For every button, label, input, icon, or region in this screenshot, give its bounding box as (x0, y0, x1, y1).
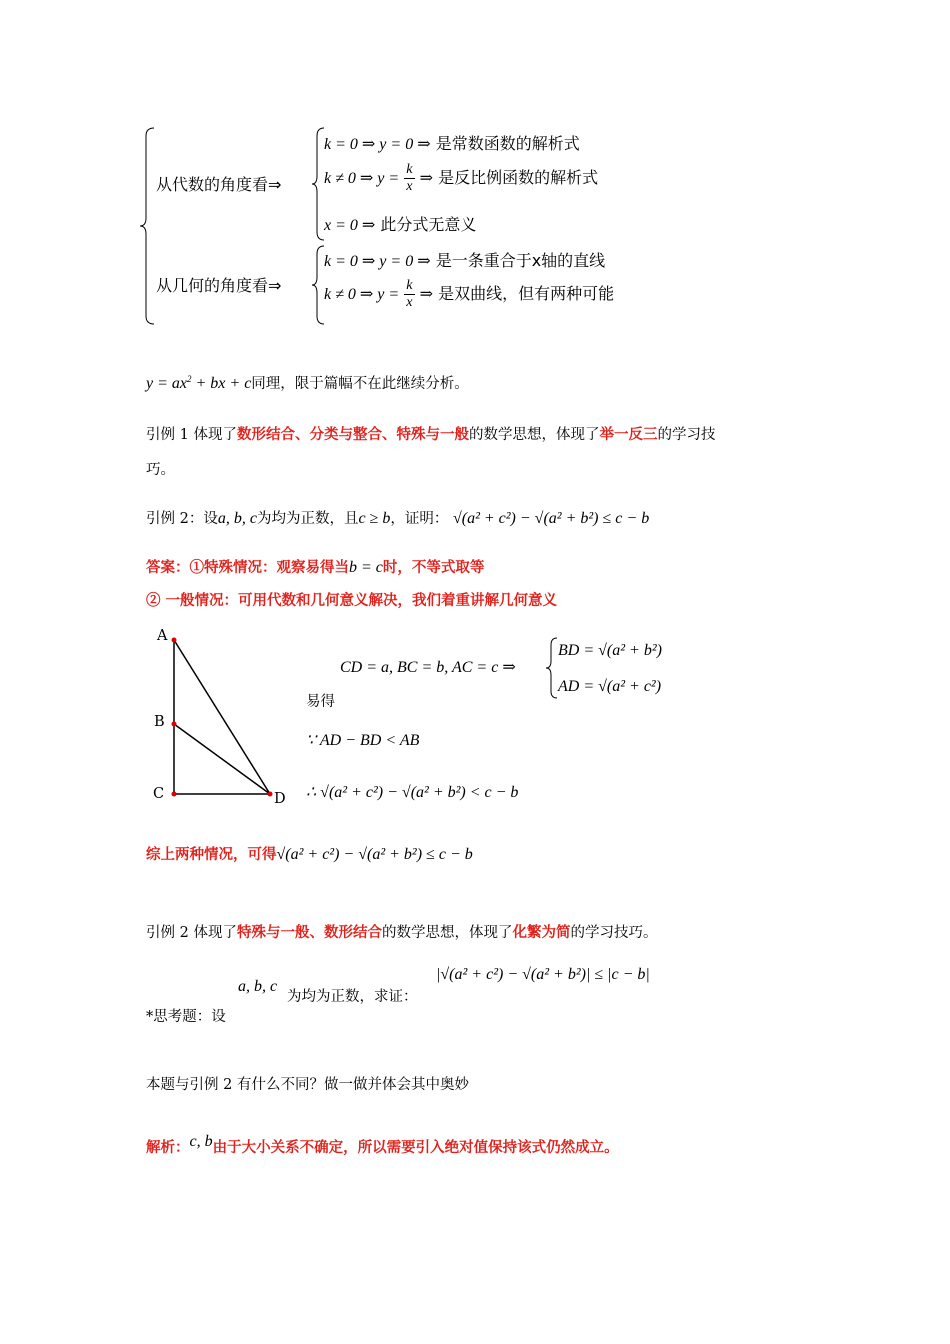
think-label: *思考题：设 (146, 1009, 226, 1025)
geometry-case-1: k = 0 ⇒ y = 0 ⇒ 是一条重合于x轴的直线 (324, 251, 606, 270)
line-quadratic: $y = ax^2$ + bx + c同理，限于篇幅不在此继续分析。 (146, 374, 469, 392)
algebra-case-1: k = 0 ⇒ y = 0 ⇒ 是常数函数的解析式 (324, 134, 580, 153)
point-d (268, 792, 273, 797)
example2-statement: 引例 2：设a, b, c为均为正数，且c ≥ b，证明： √(a² + c²) − √(a² + b²) ≤ c − b (146, 510, 650, 527)
geo-since: ∵ AD − BD < AB (306, 732, 420, 749)
think-statement: 为均为正数，求证： (287, 989, 418, 1005)
paragraph-example2: 引例 2 体现了特殊与一般、数形结合的数学思想，体现了化繁为简的学习技巧。 (146, 924, 658, 941)
geo-easy: 易得 (306, 694, 335, 710)
algebra-case-2: k ≠ 0 ⇒ y = $\frac{k}{x}$ ⇒ 是反比例函数的解析式 (324, 162, 599, 194)
outer-brace (140, 126, 170, 326)
think-inequality: |√(a² + c²) − √(a² + b²)| ≤ |c − b| (436, 966, 650, 983)
paragraph-example1: 引例 1 体现了数形结合、分类与整合、特殊与一般的数学思想，体现了举一反三的学习技 (146, 426, 716, 443)
summary-line: 综上两种情况，可得√(a² + c²) − √(a² + b²) ≤ c − b (146, 846, 473, 863)
label-c: C (153, 786, 165, 802)
geo-hence: ∴ √(a² + c²) − √(a² + b²) < c − b (306, 784, 519, 801)
answer-general-case: ② 一般情况：可用代数和几何意义解决，我们着重讲解几何意义 (146, 592, 558, 609)
label-a: A (157, 628, 168, 644)
question-line: 本题与引例 2 有什么不同？做一做并体会其中奥妙 (146, 1077, 469, 1093)
algebra-label: 从代数的角度看⇒ (156, 175, 282, 194)
geo-setup: CD = a, BC = b, AC = c ⇒ (340, 659, 516, 676)
point-b (172, 722, 177, 727)
answer-special-case: 答案：①特殊情况：观察易得当b = c时，不等式取等 (146, 559, 485, 576)
paragraph-example1-cont: 巧。 (146, 462, 175, 478)
geometry-case-2: k ≠ 0 ⇒ y = $\frac{k}{x}$ ⇒ 是双曲线，但有两种可能 (324, 278, 615, 310)
label-d: D (274, 791, 286, 807)
analysis-line: 解析：c, b由于大小关系不确定，所以需要引入绝对值保持该式仍然成立。 (146, 1133, 619, 1156)
geo-ad: AD = √(a² + c²) (558, 678, 662, 695)
think-vars: a, b, c (238, 978, 278, 995)
label-b: B (154, 714, 165, 730)
point-c (172, 792, 177, 797)
geometry-label: 从几何的角度看⇒ (156, 276, 282, 295)
geo-bd: BD = √(a² + b²) (558, 642, 662, 659)
algebra-case-3: x = 0 ⇒ 此分式无意义 (324, 215, 477, 234)
triangle-figure (150, 626, 290, 811)
point-a (172, 638, 177, 643)
